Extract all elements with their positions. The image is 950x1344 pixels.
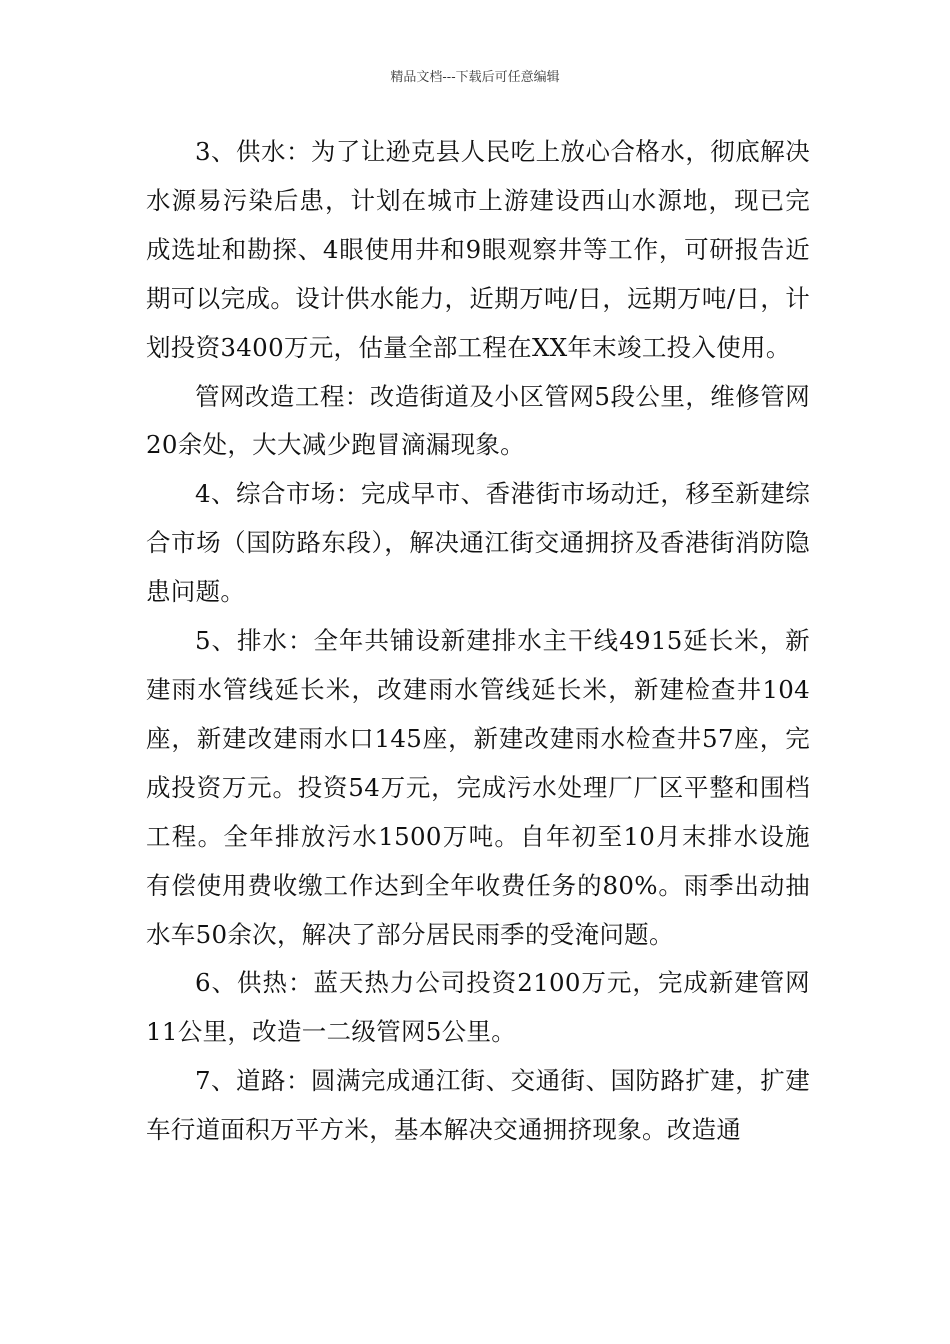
paragraph-roads: 7、道路：圆满完成通江街、交通街、国防路扩建，扩建车行道面积万平方米，基本解决交通拥挤现象。改造通	[146, 1066, 810, 1145]
paragraph-pipe-network: 管网改造工程：改造街道及小区管网5段公里，维修管网20余处，大大减少跑冒滴漏现象。	[146, 381, 810, 460]
paragraph-market: 4、综合市场：完成早市、香港街市场动迁，移至新建综合市场（国防路东段），解决通江街交通拥挤及香港街消防隐患问题。	[146, 479, 810, 607]
paragraph-water-supply: 3、供水：为了让逊克县人民吃上放心合格水，彻底解决水源易污染后患，计划在城市上游建设西山水源地，现已完成选址和勘探、4眼使用井和9眼观察井等工作，可研报告近期可以完成。设计供水能力，近期万吨/日，远期万吨/日，计划投资3400万元，估量全部工程在XX年末竣工投入使用。	[146, 137, 810, 362]
paragraph-heating: 6、供热：蓝天热力公司投资2100万元，完成新建管网11公里，改造一二级管网5公里。	[146, 968, 810, 1047]
document-body	[146, 128, 810, 1155]
paragraph-drainage: 5、排水：全年共铺设新建排水主干线4915延长米，新建雨水管线延长米，改建雨水管线延长米，新建检查井104座，新建改建雨水口145座，新建改建雨水检查井57座，完成投资万元。投资54万元，完成污水处理厂厂区平整和围档工程。全年排放污水1500万吨。自年初至10月末排水设施有偿使用费收缴工作达到全年收费任务的80%。雨季出动抽水车50余次，解决了部分居民雨季的受淹问题。	[146, 626, 810, 949]
page-header: 精品文档---下载后可任意编辑	[390, 70, 560, 85]
